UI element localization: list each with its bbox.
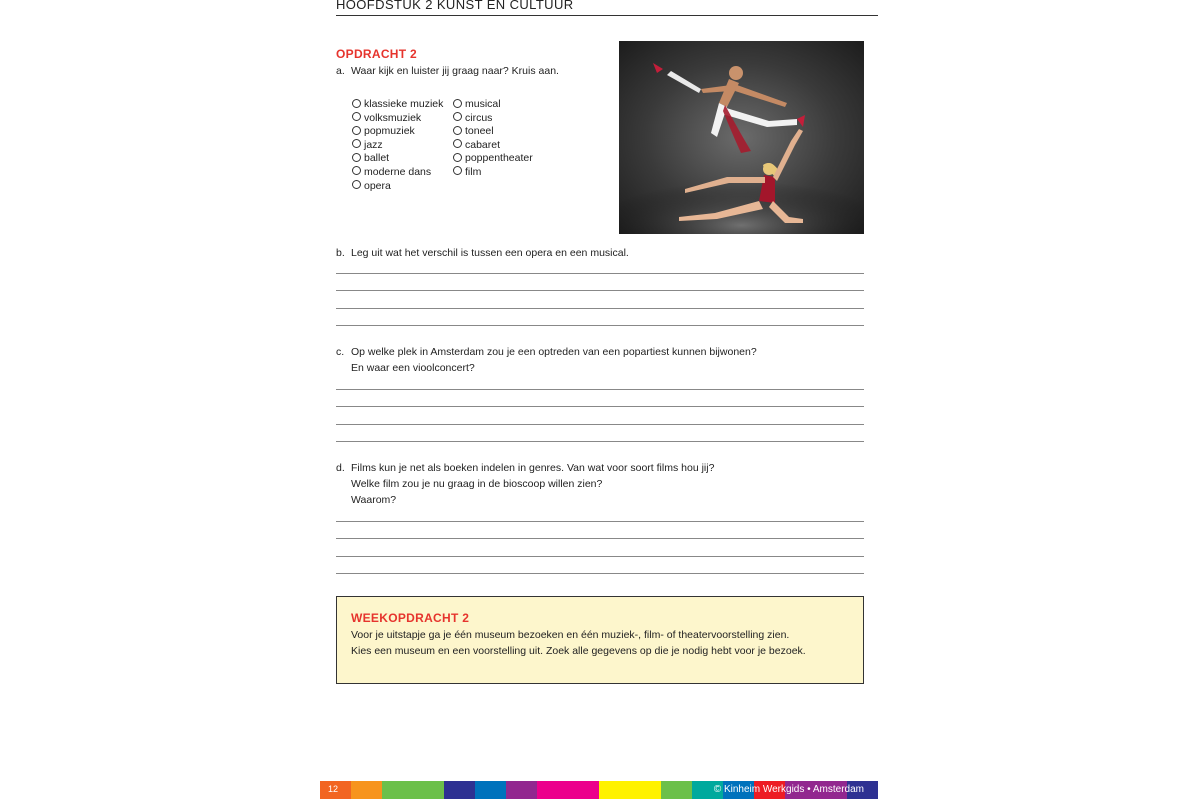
- footer-color-segment: [382, 781, 413, 799]
- checkbox-circle-icon[interactable]: [352, 126, 361, 135]
- checkbox-circle-icon[interactable]: [352, 166, 361, 175]
- option-item[interactable]: [453, 98, 533, 112]
- question-c-line2: En waar een vioolconcert?: [351, 362, 475, 374]
- footer-color-segment: [661, 781, 692, 799]
- answer-line[interactable]: [336, 274, 864, 292]
- page-number: 12: [328, 784, 339, 794]
- checkbox-circle-icon[interactable]: [352, 180, 361, 189]
- option-item[interactable]: [453, 166, 533, 180]
- answer-line[interactable]: [336, 425, 864, 443]
- option-label: moderne dans: [364, 165, 432, 178]
- question-letter: c.: [336, 346, 345, 358]
- checkbox-circle-icon[interactable]: [453, 126, 462, 135]
- weekopdracht-line1: Voor je uitstapje ga je één museum bezoeken en één muziek-, film- of theatervoorstelling zien.: [351, 629, 790, 641]
- footer-color-segment: [537, 781, 568, 799]
- option-label: opera: [364, 179, 391, 192]
- checkbox-circle-icon[interactable]: [453, 139, 462, 148]
- option-item[interactable]: [453, 152, 533, 166]
- question-letter: d.: [336, 462, 345, 474]
- footer-bar: [320, 781, 878, 799]
- answer-line[interactable]: [336, 372, 864, 390]
- answer-lines-d[interactable]: [336, 504, 864, 574]
- option-label: toneel: [465, 125, 494, 138]
- answer-lines-c[interactable]: [336, 372, 864, 442]
- opdracht-title: OPDRACHT 2: [336, 47, 418, 61]
- footer-color-segment: [630, 781, 661, 799]
- question-a-text: Waar kijk en luister jij graag naar? Kruis aan.: [351, 65, 559, 77]
- option-label: ballet: [364, 152, 390, 165]
- footer-color-segment: [413, 781, 444, 799]
- options-left: [352, 98, 443, 193]
- question-d-line1: Films kun je net als boeken indelen in genres. Van wat voor soort films hou jij?: [351, 462, 715, 474]
- question-c-line1: Op welke plek in Amsterdam zou je een optreden van een popartiest kunnen bijwonen?: [351, 346, 757, 358]
- option-item[interactable]: [352, 152, 443, 166]
- question-b-text: Leg uit wat het verschil is tussen een opera en een musical.: [351, 247, 629, 259]
- option-label: cabaret: [465, 138, 501, 151]
- checkbox-circle-icon[interactable]: [352, 99, 361, 108]
- footer-color-segment: [351, 781, 382, 799]
- question-d: [336, 460, 714, 508]
- footer-color-segment: [444, 781, 475, 799]
- footer-color-segment: [568, 781, 599, 799]
- weekopdracht-line2: Kies een museum en een voorstelling uit. Zoek alle gegevens op die je nodig hebt voor je bezoek.: [351, 645, 806, 657]
- checkbox-circle-icon[interactable]: [352, 153, 361, 162]
- footer-color-segment: [475, 781, 506, 799]
- answer-line[interactable]: [336, 522, 864, 540]
- weekopdracht-title: WEEKOPDRACHT 2: [351, 611, 470, 625]
- checkbox-circle-icon[interactable]: [453, 112, 462, 121]
- option-label: poppentheater: [465, 152, 533, 165]
- answer-line[interactable]: [336, 407, 864, 425]
- option-item[interactable]: [352, 125, 443, 139]
- option-item[interactable]: [352, 180, 443, 194]
- checkbox-circle-icon[interactable]: [453, 166, 462, 175]
- option-item[interactable]: [352, 166, 443, 180]
- answer-line[interactable]: [336, 291, 864, 309]
- option-label: musical: [465, 98, 501, 110]
- option-label: volksmuziek: [364, 111, 422, 124]
- answer-line[interactable]: [336, 256, 864, 274]
- option-label: film: [465, 165, 482, 178]
- answer-line[interactable]: [336, 539, 864, 557]
- checkbox-circle-icon[interactable]: [453, 153, 462, 162]
- option-label: jazz: [364, 138, 383, 151]
- option-item[interactable]: [352, 139, 443, 153]
- checkbox-circle-icon[interactable]: [453, 99, 462, 108]
- weekopdracht-box: [336, 596, 864, 684]
- question-letter: a.: [336, 65, 345, 77]
- question-d-line2: Welke film zou je nu graag in de bioscoop willen zien?: [351, 478, 603, 490]
- footer-credit: © Kinheim Werkgids • Amsterdam: [713, 784, 864, 795]
- dancers-illustration: [619, 41, 864, 234]
- ballet-dancers-photo: [619, 41, 864, 234]
- checkbox-circle-icon[interactable]: [352, 139, 361, 148]
- question-a: [336, 63, 559, 79]
- option-label: popmuziek: [364, 125, 415, 138]
- option-item[interactable]: [352, 98, 443, 112]
- option-item[interactable]: [453, 125, 533, 139]
- answer-lines-b[interactable]: [336, 256, 864, 326]
- footer-color-segment: [506, 781, 537, 799]
- checkbox-circle-icon[interactable]: [352, 112, 361, 121]
- answer-line[interactable]: [336, 309, 864, 327]
- option-label: klassieke muziek: [364, 98, 444, 110]
- option-item[interactable]: [453, 139, 533, 153]
- answer-line[interactable]: [336, 557, 864, 575]
- footer-color-segment: [599, 781, 630, 799]
- chapter-header: [336, 0, 878, 16]
- option-label: circus: [465, 111, 493, 124]
- chapter-title: HOOFDSTUK 2 KUNST EN CULTUUR: [336, 0, 574, 12]
- options-right: [453, 98, 533, 180]
- answer-line[interactable]: [336, 390, 864, 408]
- question-letter: b.: [336, 247, 345, 259]
- answer-line[interactable]: [336, 504, 864, 522]
- question-d-line3: Waarom?: [351, 494, 397, 506]
- option-item[interactable]: [453, 112, 533, 126]
- option-item[interactable]: [352, 112, 443, 126]
